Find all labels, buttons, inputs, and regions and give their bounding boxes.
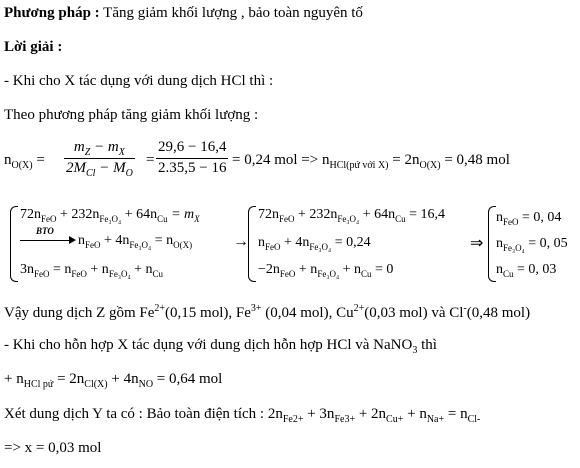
paragraph-hcl: - Khi cho X tác dụng với dung dịch HCl thì : [4,73,274,89]
eq1-fraction-values: 29,6 − 16,4 2.35,5 − 16 [158,139,227,176]
implies-arrow-2: ⇒ [470,235,484,252]
sys1-bto-label: BTO [36,226,54,236]
solution-z-composition: Vậy dung dịch Z gồm $Fe^{2+}(0,15$ mol), $Fe^{3+}$ (0,04 mol), $Cu^{2+}(0,03$ mol) và Cl-(0,48 mol) [4,303,531,321]
sys1-arrow-line [20,240,70,241]
solution-title: Lời giải : [4,39,63,55]
eq1-equals: = [146,152,155,168]
eq1-lhs: $n_{O(X)}$ = [4,152,45,171]
sys1-row-2: $n_{FeO} + 4n_{Fe_3O_4} = n_{O(X)}$ [78,233,193,250]
sys1-row-1: $72n_{FeO} + 232n_{Fe_3O_4} + 64n_{Cu} = m_X$ [20,207,200,224]
sys1-row-3: $3n_{FeO} = n_{FeO} + n_{Fe_3O_4} + n_{Cu}$ [20,262,164,279]
method-text: Tăng giảm khối lượng , bảo toàn nguyên tố [99,5,363,21]
sys2-row-3: $-2n_{FeO} + n_{Fe_3O_4} + n_{Cu} = 0$ [258,262,394,279]
paragraph-nano3: - Khi cho hỗn hợp X tác dụng với dung dịch hỗn hợp HCl và NaNO$_3$ thì [4,337,437,356]
eq1-result: = 0,24 mol => $n_{HCl(pứ với X)} = 2n_{O(X)} = 0,48$ mol [232,152,510,171]
final-answer: => x = 0,03 mol [4,440,102,456]
method-label: Phương pháp : [4,5,100,21]
paragraph-charge-balance: Xét dung dịch Y ta có : Bảo toàn điện tích : $2n_{Fe2+} + 3n_{Fe3+} + 2n_{Cu+} + n_{Na+} = n_{Cl-}$ [4,406,481,425]
paragraph-hcl-reacted: + $n_{HCl pứ} = 2n_{Cl(X)} + 4n_{NO} = 0,64$ mol [4,371,223,390]
implies-arrow-1: → [233,233,249,250]
sys3-row-3: $n_{Cu} = 0$, 03 [496,262,557,279]
sys2-row-2: $n_{FeO} + 4n_{Fe_3O_4} = 0,24$ [258,235,371,252]
method-line [4,4,363,22]
sys2-row-1: $72n_{FeO} + 232n_{Fe_3O_4} + 64n_{Cu} = 16,4$ [258,207,446,224]
paragraph-method: Theo phương pháp tăng giảm khối lượng : [4,107,259,123]
sys3-row-2: $n_{Fe_3O_4} = 0$, 05 [496,236,568,253]
eq1-fraction-formula: $m_Z - m_X$ $2M_{Cl} - M_O$ [66,139,133,179]
sys3-row-1: $n_{FeO} = 0$, 04 [496,210,562,227]
sys1-arrow-head [69,236,76,244]
